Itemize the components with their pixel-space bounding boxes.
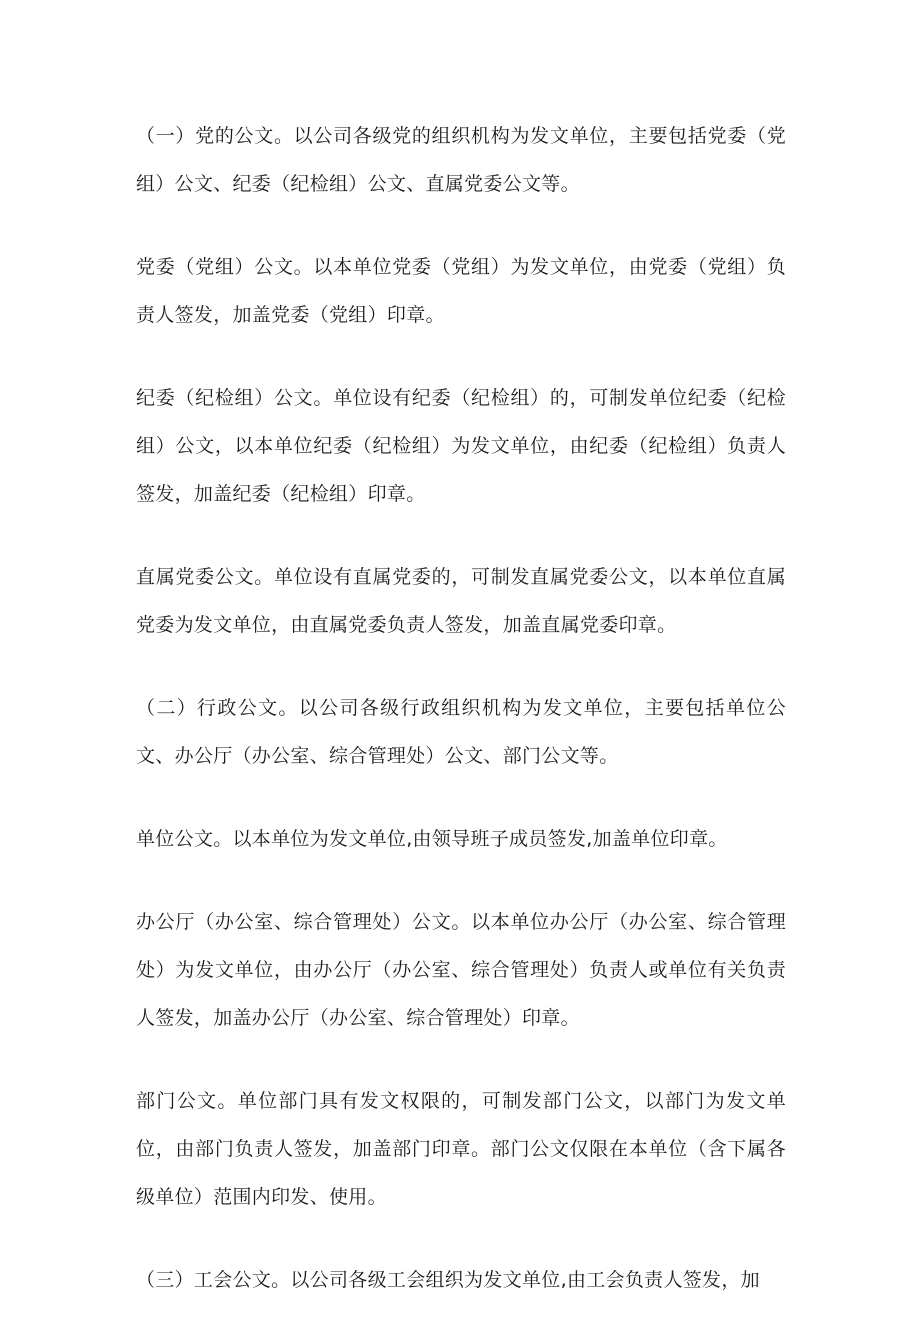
paragraph-general-office-documents: 办公厅（办公室、综合管理处）公文。以本单位办公厅（办公室、综合管理处）为发文单位，由办公厅（办公室、综合管理处）负责人或单位有关负责人签发，加盖办公厅（办公室、综合管理处）印章。 <box>136 911 786 1029</box>
paragraph-trade-union-documents: （三）工会公文。以公司各级工会组织为发文单位,由工会负责人签发，加 <box>136 1269 760 1291</box>
paragraph-unit-documents: 单位公文。以本单位为发文单位,由领导班子成员签发,加盖单位印章。 <box>136 828 728 850</box>
paragraph-direct-party-committee-documents: 直属党委公文。单位设有直属党委的，可制发直属党委公文，以本单位直属党委为发文单位，由直属党委负责人签发，加盖直属党委印章。 <box>136 566 786 636</box>
paragraph-party-committee-documents: 党委（党组）公文。以本单位党委（党组）为发文单位，由党委（党组）负责人签发，加盖党委（党组）印章。 <box>136 256 786 326</box>
paragraph-department-documents: 部门公文。单位部门具有发文权限的，可制发部门公文，以部门为发文单位，由部门负责人签发，加盖部门印章。部门公文仅限在本单位（含下属各级单位）范围内印发、使用。 <box>136 1090 786 1208</box>
paragraph-administrative-documents: （二）行政公文。以公司各级行政组织机构为发文单位，主要包括单位公文、办公厅（办公室、综合管理处）公文、部门公文等。 <box>136 697 786 767</box>
paragraph-discipline-committee-documents: 纪委（纪检组）公文。单位设有纪委（纪检组）的，可制发单位纪委（纪检组）公文，以本单位纪委（纪检组）为发文单位，由纪委（纪检组）负责人签发，加盖纪委（纪检组）印章。 <box>136 387 786 505</box>
document-body <box>136 112 786 1339</box>
paragraph-party-documents: （一）党的公文。以公司各级党的组织机构为发文单位，主要包括党委（党组）公文、纪委（纪检组）公文、直属党委公文等。 <box>136 125 786 195</box>
